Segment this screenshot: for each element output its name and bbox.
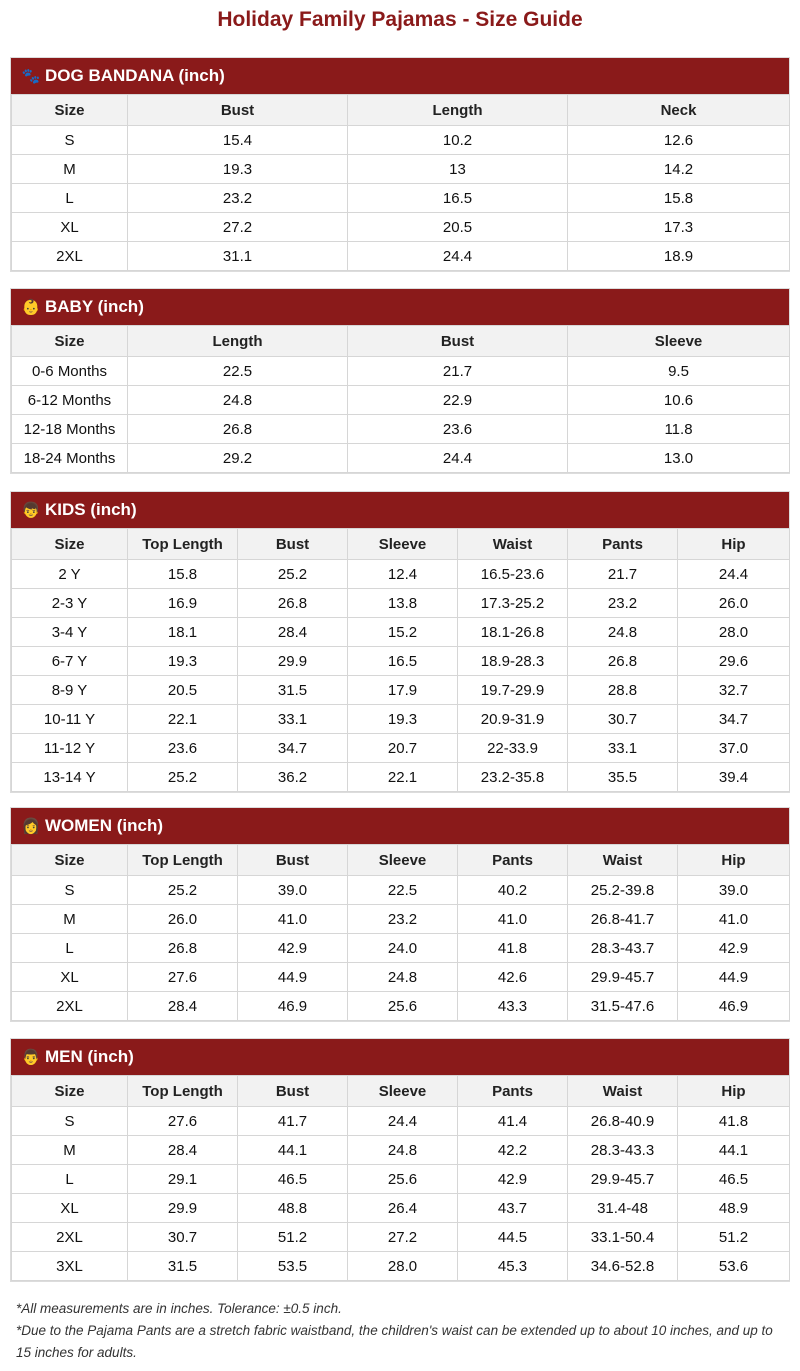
size-cell: L (12, 934, 128, 963)
size-cell: 8-9 Y (12, 676, 128, 705)
column-header: Bust (238, 845, 348, 876)
size-cell: S (12, 126, 128, 155)
column-header: Waist (568, 845, 678, 876)
table-row (12, 1136, 790, 1165)
size-cell: L (12, 184, 128, 213)
measurement-cell: 31.5-47.6 (568, 992, 678, 1021)
measurement-cell: 48.8 (238, 1194, 348, 1223)
size-cell: 3XL (12, 1252, 128, 1281)
table-row (12, 963, 790, 992)
size-cell: 11-12 Y (12, 734, 128, 763)
measurement-cell: 26.8 (128, 415, 348, 444)
measurement-cell: 26.8 (568, 647, 678, 676)
measurement-cell: 18.9-28.3 (458, 647, 568, 676)
section-title: BABY (inch) (45, 297, 144, 316)
table-row (12, 357, 790, 386)
measurement-cell: 41.0 (458, 905, 568, 934)
measurement-cell: 22.1 (128, 705, 238, 734)
measurement-cell: 16.5 (348, 184, 568, 213)
section-header-women (11, 808, 789, 844)
measurement-cell: 44.1 (238, 1136, 348, 1165)
measurement-cell: 46.9 (678, 992, 790, 1021)
measurement-cell: 22.5 (348, 876, 458, 905)
measurement-cell: 25.2-39.8 (568, 876, 678, 905)
section-kids (11, 492, 789, 792)
column-header: Hip (678, 845, 790, 876)
measurement-cell: 41.4 (458, 1107, 568, 1136)
measurement-cell: 23.2-35.8 (458, 763, 568, 792)
size-cell: 12-18 Months (12, 415, 128, 444)
table-row (12, 155, 790, 184)
measurement-cell: 43.7 (458, 1194, 568, 1223)
measurement-cell: 25.6 (348, 992, 458, 1021)
measurement-cell: 26.8-40.9 (568, 1107, 678, 1136)
section-title: WOMEN (inch) (45, 816, 164, 835)
measurement-cell: 16.5-23.6 (458, 560, 568, 589)
column-header: Top Length (128, 1076, 238, 1107)
size-cell: 2XL (12, 242, 128, 271)
measurement-cell: 17.9 (348, 676, 458, 705)
section-title: KIDS (inch) (45, 500, 137, 519)
section-title: DOG BANDANA (inch) (45, 66, 225, 85)
section-women (11, 808, 789, 1021)
measurement-cell: 17.3-25.2 (458, 589, 568, 618)
measurement-cell: 24.8 (348, 963, 458, 992)
measurement-cell: 23.6 (348, 415, 568, 444)
measurement-cell: 20.5 (128, 676, 238, 705)
table-header-row (12, 326, 790, 357)
measurement-cell: 29.9-45.7 (568, 963, 678, 992)
table-row (12, 1252, 790, 1281)
page-title: Holiday Family Pajamas - Size Guide (217, 8, 583, 31)
measurement-cell: 26.0 (128, 905, 238, 934)
measurement-cell: 19.3 (348, 705, 458, 734)
measurement-cell: 31.5 (128, 1252, 238, 1281)
table-row (12, 242, 790, 271)
measurement-cell: 40.2 (458, 876, 568, 905)
size-table-dog (11, 94, 790, 271)
measurement-cell: 33.1 (238, 705, 348, 734)
measurement-cell: 28.8 (568, 676, 678, 705)
measurement-cell: 29.9 (128, 1194, 238, 1223)
column-header: Pants (458, 845, 568, 876)
table-row (12, 184, 790, 213)
measurement-cell: 33.1 (568, 734, 678, 763)
measurement-cell: 25.2 (238, 560, 348, 589)
column-header: Pants (568, 529, 678, 560)
column-header: Waist (458, 529, 568, 560)
measurement-cell: 15.2 (348, 618, 458, 647)
measurement-cell: 19.3 (128, 155, 348, 184)
measurement-cell: 44.9 (238, 963, 348, 992)
measurement-cell: 12.6 (568, 126, 790, 155)
table-row (12, 1223, 790, 1252)
size-cell: 2XL (12, 1223, 128, 1252)
column-header: Pants (458, 1076, 568, 1107)
measurement-cell: 48.9 (678, 1194, 790, 1223)
measurement-cell: 20.9-31.9 (458, 705, 568, 734)
measurement-cell: 23.2 (128, 184, 348, 213)
measurement-cell: 33.1-50.4 (568, 1223, 678, 1252)
measurement-cell: 19.3 (128, 647, 238, 676)
column-header: Hip (678, 1076, 790, 1107)
measurement-cell: 44.9 (678, 963, 790, 992)
size-cell: M (12, 155, 128, 184)
measurement-cell: 24.4 (678, 560, 790, 589)
size-cell: 3-4 Y (12, 618, 128, 647)
measurement-cell: 24.8 (568, 618, 678, 647)
measurement-cell: 28.0 (348, 1252, 458, 1281)
measurement-cell: 28.0 (678, 618, 790, 647)
measurement-cell: 15.4 (128, 126, 348, 155)
size-table-women (11, 844, 790, 1021)
table-row (12, 1165, 790, 1194)
size-cell: S (12, 876, 128, 905)
column-header: Size (12, 845, 128, 876)
measurement-cell: 34.7 (678, 705, 790, 734)
column-header: Top Length (128, 529, 238, 560)
measurement-cell: 29.9-45.7 (568, 1165, 678, 1194)
man-icon: 👨 (21, 1049, 41, 1066)
size-cell: 10-11 Y (12, 705, 128, 734)
measurement-cell: 16.5 (348, 647, 458, 676)
measurement-cell: 18.9 (568, 242, 790, 271)
measurement-cell: 53.5 (238, 1252, 348, 1281)
size-table-kids (11, 528, 790, 792)
measurement-cell: 31.5 (238, 676, 348, 705)
measurement-cell: 41.0 (238, 905, 348, 934)
measurement-cell: 46.5 (238, 1165, 348, 1194)
column-header: Size (12, 95, 128, 126)
measurement-cell: 51.2 (238, 1223, 348, 1252)
measurement-cell: 39.4 (678, 763, 790, 792)
measurement-cell: 24.4 (348, 444, 568, 473)
column-header: Length (128, 326, 348, 357)
size-cell: S (12, 1107, 128, 1136)
size-cell: 2XL (12, 992, 128, 1021)
measurement-cell: 24.4 (348, 1107, 458, 1136)
measurement-cell: 32.7 (678, 676, 790, 705)
measurement-cell: 19.7-29.9 (458, 676, 568, 705)
table-row (12, 589, 790, 618)
table-row (12, 647, 790, 676)
table-row (12, 415, 790, 444)
measurement-cell: 18.1 (128, 618, 238, 647)
measurement-cell: 26.8 (238, 589, 348, 618)
measurement-cell: 10.6 (568, 386, 790, 415)
measurement-cell: 42.9 (678, 934, 790, 963)
column-header: Hip (678, 529, 790, 560)
section-dog (11, 58, 789, 271)
measurement-cell: 25.6 (348, 1165, 458, 1194)
measurement-cell: 42.6 (458, 963, 568, 992)
measurement-cell: 42.9 (238, 934, 348, 963)
measurement-cell: 28.3-43.3 (568, 1136, 678, 1165)
measurement-cell: 26.0 (678, 589, 790, 618)
measurement-cell: 16.9 (128, 589, 238, 618)
measurement-cell: 46.5 (678, 1165, 790, 1194)
table-row (12, 705, 790, 734)
measurement-cell: 27.6 (128, 1107, 238, 1136)
section-baby (11, 289, 789, 473)
measurement-cell: 29.1 (128, 1165, 238, 1194)
size-cell: L (12, 1165, 128, 1194)
measurement-cell: 46.9 (238, 992, 348, 1021)
table-row (12, 876, 790, 905)
measurement-cell: 20.7 (348, 734, 458, 763)
size-table-men (11, 1075, 790, 1281)
size-cell: XL (12, 213, 128, 242)
measurement-cell: 41.8 (678, 1107, 790, 1136)
size-cell: 2 Y (12, 560, 128, 589)
measurement-cell: 39.0 (678, 876, 790, 905)
footnote-waistband: *Due to the Pajama Pants are a stretch fabric waistband, the children's waist can be extended up to about 10 inches, and up to 15 inches for adults. (16, 1323, 773, 1360)
measurement-cell: 30.7 (568, 705, 678, 734)
column-header: Bust (348, 326, 568, 357)
measurement-cell: 26.4 (348, 1194, 458, 1223)
table-row (12, 676, 790, 705)
section-header-men (11, 1039, 789, 1075)
column-header: Top Length (128, 845, 238, 876)
table-row (12, 934, 790, 963)
measurement-cell: 26.8 (128, 934, 238, 963)
baby-icon: 👶 (21, 299, 41, 316)
column-header: Bust (128, 95, 348, 126)
table-header-row (12, 845, 790, 876)
measurement-cell: 31.4-48 (568, 1194, 678, 1223)
table-row (12, 905, 790, 934)
table-row (12, 734, 790, 763)
measurement-cell: 13.8 (348, 589, 458, 618)
table-row (12, 126, 790, 155)
measurement-cell: 12.4 (348, 560, 458, 589)
table-row (12, 1107, 790, 1136)
measurement-cell: 35.5 (568, 763, 678, 792)
table-header-row (12, 529, 790, 560)
measurement-cell: 22.1 (348, 763, 458, 792)
column-header: Size (12, 326, 128, 357)
measurement-cell: 13 (348, 155, 568, 184)
measurement-cell: 22.9 (348, 386, 568, 415)
measurement-cell: 15.8 (128, 560, 238, 589)
column-header: Size (12, 529, 128, 560)
measurement-cell: 26.8-41.7 (568, 905, 678, 934)
table-row (12, 763, 790, 792)
measurement-cell: 25.2 (128, 763, 238, 792)
measurement-cell: 23.6 (128, 734, 238, 763)
size-cell: 0-6 Months (12, 357, 128, 386)
section-header-baby (11, 289, 789, 325)
size-cell: XL (12, 963, 128, 992)
footnotes (16, 1298, 786, 1364)
measurement-cell: 10.2 (348, 126, 568, 155)
measurement-cell: 41.0 (678, 905, 790, 934)
column-header: Waist (568, 1076, 678, 1107)
measurement-cell: 39.0 (238, 876, 348, 905)
measurement-cell: 25.2 (128, 876, 238, 905)
footnote-tolerance: *All measurements are in inches. Tolerance: ±0.5 inch. (16, 1301, 342, 1316)
size-cell: M (12, 1136, 128, 1165)
measurement-cell: 42.9 (458, 1165, 568, 1194)
measurement-cell: 53.6 (678, 1252, 790, 1281)
column-header: Sleeve (568, 326, 790, 357)
measurement-cell: 29.6 (678, 647, 790, 676)
measurement-cell: 28.4 (128, 1136, 238, 1165)
measurement-cell: 22-33.9 (458, 734, 568, 763)
measurement-cell: 24.0 (348, 934, 458, 963)
child-icon: 👦 (21, 502, 41, 519)
size-cell: XL (12, 1194, 128, 1223)
measurement-cell: 28.4 (128, 992, 238, 1021)
column-header: Sleeve (348, 845, 458, 876)
column-header: Neck (568, 95, 790, 126)
section-header-kids (11, 492, 789, 528)
measurement-cell: 20.5 (348, 213, 568, 242)
section-men (11, 1039, 789, 1281)
measurement-cell: 27.2 (348, 1223, 458, 1252)
table-row (12, 386, 790, 415)
section-title: MEN (inch) (45, 1047, 134, 1066)
measurement-cell: 22.5 (128, 357, 348, 386)
measurement-cell: 41.7 (238, 1107, 348, 1136)
table-header-row (12, 1076, 790, 1107)
measurement-cell: 13.0 (568, 444, 790, 473)
table-row (12, 1194, 790, 1223)
table-row (12, 618, 790, 647)
section-header-dog (11, 58, 789, 94)
column-header: Bust (238, 1076, 348, 1107)
measurement-cell: 28.3-43.7 (568, 934, 678, 963)
measurement-cell: 51.2 (678, 1223, 790, 1252)
measurement-cell: 21.7 (348, 357, 568, 386)
column-header: Sleeve (348, 1076, 458, 1107)
measurement-cell: 43.3 (458, 992, 568, 1021)
paw-icon: 🐾 (21, 68, 41, 85)
size-cell: 6-12 Months (12, 386, 128, 415)
measurement-cell: 24.4 (348, 242, 568, 271)
measurement-cell: 18.1-26.8 (458, 618, 568, 647)
measurement-cell: 29.9 (238, 647, 348, 676)
measurement-cell: 14.2 (568, 155, 790, 184)
measurement-cell: 37.0 (678, 734, 790, 763)
measurement-cell: 42.2 (458, 1136, 568, 1165)
measurement-cell: 41.8 (458, 934, 568, 963)
measurement-cell: 21.7 (568, 560, 678, 589)
table-row (12, 560, 790, 589)
measurement-cell: 45.3 (458, 1252, 568, 1281)
measurement-cell: 44.1 (678, 1136, 790, 1165)
size-table-baby (11, 325, 790, 473)
column-header: Size (12, 1076, 128, 1107)
size-cell: 6-7 Y (12, 647, 128, 676)
measurement-cell: 34.6-52.8 (568, 1252, 678, 1281)
woman-icon: 👩 (21, 818, 41, 835)
measurement-cell: 23.2 (348, 905, 458, 934)
measurement-cell: 27.2 (128, 213, 348, 242)
column-header: Bust (238, 529, 348, 560)
size-cell: M (12, 905, 128, 934)
size-cell: 18-24 Months (12, 444, 128, 473)
measurement-cell: 24.8 (128, 386, 348, 415)
column-header: Sleeve (348, 529, 458, 560)
measurement-cell: 44.5 (458, 1223, 568, 1252)
column-header: Length (348, 95, 568, 126)
measurement-cell: 36.2 (238, 763, 348, 792)
table-row (12, 213, 790, 242)
measurement-cell: 29.2 (128, 444, 348, 473)
measurement-cell: 9.5 (568, 357, 790, 386)
size-cell: 13-14 Y (12, 763, 128, 792)
table-header-row (12, 95, 790, 126)
measurement-cell: 28.4 (238, 618, 348, 647)
size-cell: 2-3 Y (12, 589, 128, 618)
measurement-cell: 17.3 (568, 213, 790, 242)
measurement-cell: 24.8 (348, 1136, 458, 1165)
measurement-cell: 30.7 (128, 1223, 238, 1252)
measurement-cell: 31.1 (128, 242, 348, 271)
measurement-cell: 23.2 (568, 589, 678, 618)
measurement-cell: 15.8 (568, 184, 790, 213)
measurement-cell: 11.8 (568, 415, 790, 444)
table-row (12, 992, 790, 1021)
table-row (12, 444, 790, 473)
measurement-cell: 27.6 (128, 963, 238, 992)
measurement-cell: 34.7 (238, 734, 348, 763)
